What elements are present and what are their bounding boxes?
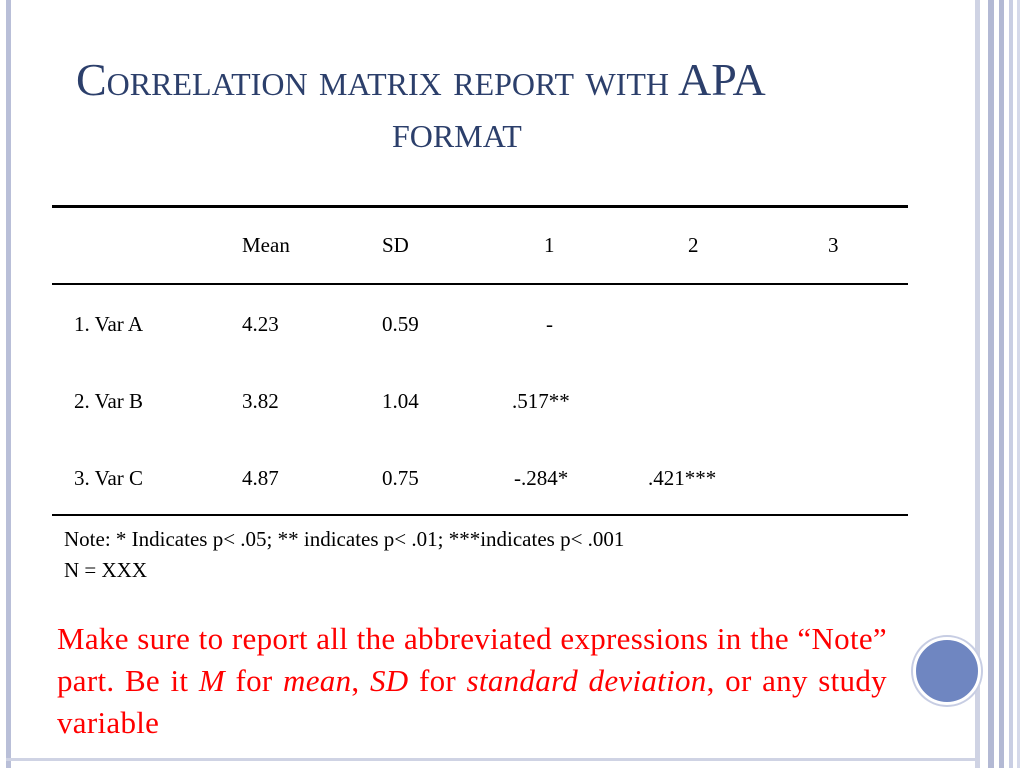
table-note: [64, 524, 624, 586]
emphasis-sd: SD: [369, 663, 409, 698]
frame-stripe: [1009, 0, 1013, 768]
row-label: 1. Var A: [74, 312, 144, 336]
header-col-2: 2: [688, 233, 699, 257]
emphasis-mean: mean: [283, 663, 352, 698]
row-label: 3. Var C: [74, 466, 144, 490]
slide-frame-bottom: [6, 758, 980, 761]
table-top-rule: [52, 205, 908, 208]
emphasis-sd-full: standard deviation: [466, 663, 707, 698]
row-sd: 0.59: [382, 312, 419, 336]
row-corr-1: -: [546, 312, 553, 336]
emphasis-paragraph: [57, 618, 887, 744]
row-mean: 4.87: [242, 466, 279, 490]
row-corr-1: -.284*: [514, 466, 569, 490]
frame-stripe: [988, 0, 994, 768]
slide-frame-right-band: [984, 0, 1024, 768]
row-label: 2. Var B: [74, 389, 144, 413]
emphasis-text: for: [408, 663, 467, 698]
title-line-2: format: [392, 106, 522, 157]
row-sd: 1.04: [382, 389, 419, 413]
emphasis-text: ,: [351, 663, 370, 698]
emphasis-text: , or any study variable: [57, 663, 887, 740]
decorative-circle: [913, 637, 981, 705]
row-corr-1: .517**: [512, 389, 570, 413]
header-mean: Mean: [242, 233, 290, 257]
row-mean: 3.82: [242, 389, 279, 413]
row-mean: 4.23: [242, 312, 279, 336]
slide-frame-left: [6, 0, 11, 768]
table-header-rule: [52, 283, 908, 285]
emphasis-m: M: [198, 663, 225, 698]
emphasis-text: for: [224, 663, 284, 698]
table-bottom-rule: [52, 514, 908, 516]
slide-title: [40, 54, 900, 158]
note-sample-size: N = XXX: [64, 558, 148, 582]
emphasis-text: Make sure to report all the abbreviated expressions in the “Note” part. Be it: [57, 621, 887, 698]
frame-stripe: [999, 0, 1004, 768]
header-col-3: 3: [828, 233, 839, 257]
header-col-1: 1: [544, 233, 555, 257]
title-line-1: Correlation matrix report with APA: [76, 54, 766, 105]
note-significance: Note: * Indicates p< .05; ** indicates p< .01; ***indicates p< .001: [64, 527, 625, 551]
header-sd: SD: [382, 233, 409, 257]
row-sd: 0.75: [382, 466, 419, 490]
frame-stripe: [1017, 0, 1020, 768]
row-corr-2: .421***: [648, 466, 717, 490]
